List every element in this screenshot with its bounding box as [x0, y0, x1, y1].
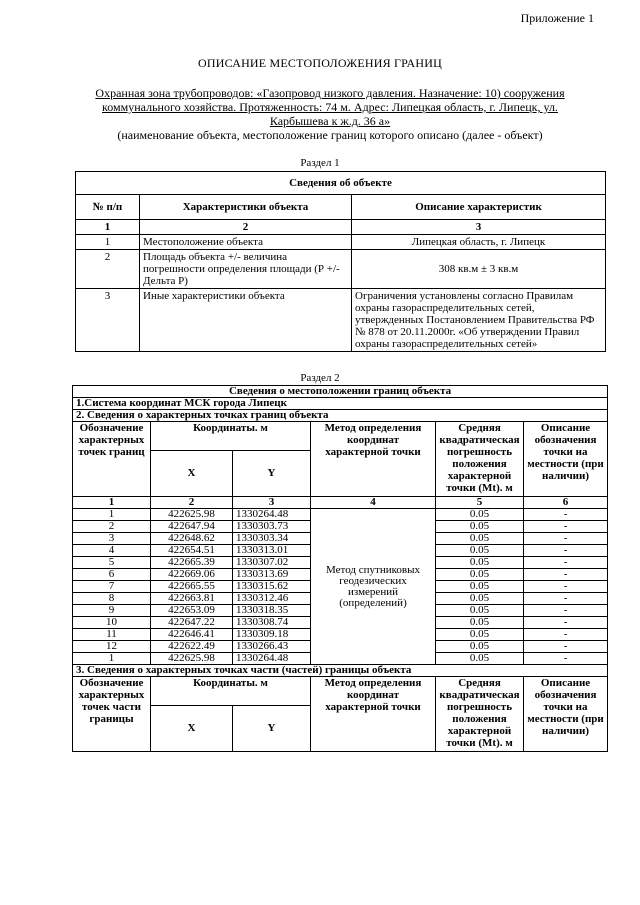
parts-title: 3. Сведения о характерных точках части (частей) границы объекта	[73, 665, 608, 677]
col-method-header: Метод определения координат характерной точки	[311, 677, 436, 752]
col-number: 5	[436, 497, 524, 509]
point-x: 422648.62	[151, 533, 233, 545]
point-error: 0.05	[436, 557, 524, 569]
table-row	[76, 235, 606, 250]
point-error: 0.05	[436, 617, 524, 629]
point-error: 0.05	[436, 593, 524, 605]
point-y: 1330307.02	[233, 557, 311, 569]
point-description: -	[524, 545, 608, 557]
point-error: 0.05	[436, 569, 524, 581]
point-y: 1330264.48	[233, 509, 311, 521]
point-error: 0.05	[436, 521, 524, 533]
point-x: 422625.98	[151, 653, 233, 665]
point-number: 10	[73, 617, 151, 629]
col-number: 3	[352, 220, 606, 235]
point-y: 1330266.43	[233, 641, 311, 653]
row-num: 3	[76, 289, 140, 352]
col-x-header: X	[151, 705, 233, 751]
point-x: 422625.98	[151, 509, 233, 521]
point-y: 1330315.62	[233, 581, 311, 593]
point-error: 0.05	[436, 533, 524, 545]
row-value: Липецкая область, г. Липецк	[352, 235, 606, 250]
section2-label: Раздел 2	[300, 372, 340, 384]
point-error: 0.05	[436, 653, 524, 665]
point-error: 0.05	[436, 641, 524, 653]
col-x-header: X	[151, 450, 233, 496]
point-y: 1330303.73	[233, 521, 311, 533]
col-number: 3	[233, 497, 311, 509]
point-description: -	[524, 617, 608, 629]
point-y: 1330312.46	[233, 593, 311, 605]
point-y: 1330264.48	[233, 653, 311, 665]
point-number: 7	[73, 581, 151, 593]
row-name: Площадь объекта +/- величина погрешности определения площади (Р +/- Дельта Р)	[140, 250, 352, 289]
col-coords-header: Координаты. м	[151, 422, 311, 451]
point-y: 1330308.74	[233, 617, 311, 629]
col-number: 4	[311, 497, 436, 509]
point-y: 1330313.69	[233, 569, 311, 581]
point-number: 11	[73, 629, 151, 641]
row-value: 308 кв.м ± 3 кв.м	[352, 250, 606, 289]
col-point-header: Обозначение характерных точек границ	[73, 422, 151, 497]
point-error: 0.05	[436, 509, 524, 521]
col-y-header: Y	[233, 450, 311, 496]
point-description: -	[524, 641, 608, 653]
col-point-part-header: Обозначение характерных точек части границы	[73, 677, 151, 752]
point-error: 0.05	[436, 581, 524, 593]
section1-label: Раздел 1	[300, 157, 340, 169]
point-y: 1330318.35	[233, 605, 311, 617]
point-y: 1330313.01	[233, 545, 311, 557]
method-cell: Метод спутниковых геодезических измерений (определений)	[311, 509, 436, 665]
col-desc-header: Описание обозначения точки на местности (при наличии)	[524, 422, 608, 497]
point-description: -	[524, 605, 608, 617]
point-x: 422646.41	[151, 629, 233, 641]
point-y: 1330303.34	[233, 533, 311, 545]
point-x: 422654.51	[151, 545, 233, 557]
object-caption: (наименование объекта, местоположение границ которого описано (далее - объект)	[117, 128, 543, 142]
col-error-header: Средняя квадратическая погрешность положения характерной точки (Mt). м	[436, 677, 524, 752]
row-name: Местоположение объекта	[140, 235, 352, 250]
point-number: 6	[73, 569, 151, 581]
point-description: -	[524, 569, 608, 581]
col-error-header: Средняя квадратическая погрешность положения характерной точки (Mt). м	[436, 422, 524, 497]
point-x: 422622.49	[151, 641, 233, 653]
point-number: 2	[73, 521, 151, 533]
point-x: 422663.81	[151, 593, 233, 605]
col-number: 1	[76, 220, 140, 235]
point-description: -	[524, 533, 608, 545]
points-title: 2. Сведения о характерных точках границ объекта	[73, 410, 608, 422]
point-number: 5	[73, 557, 151, 569]
point-number: 4	[73, 545, 151, 557]
point-description: -	[524, 557, 608, 569]
point-description: -	[524, 653, 608, 665]
col-y-header: Y	[233, 705, 311, 751]
row-value: Ограничения установлены согласно Правилам охраны газораспределительных сетей, утвержденных Постановлением Правительства РФ № 878 от 20.11.2000г. «Об утверждении Правил охраны газораспределительных сетей»	[352, 289, 606, 352]
point-description: -	[524, 521, 608, 533]
col-desc-header: Описание обозначения точки на местности (при наличии)	[524, 677, 608, 752]
header-characteristic: Характеристики объекта	[140, 195, 352, 220]
row-num: 2	[76, 250, 140, 289]
point-x: 422669.06	[151, 569, 233, 581]
point-x: 422653.09	[151, 605, 233, 617]
col-number: 2	[151, 497, 233, 509]
table-row	[76, 250, 606, 289]
point-number: 12	[73, 641, 151, 653]
header-description: Описание характеристик	[352, 195, 606, 220]
document-title: ОПИСАНИЕ МЕСТОПОЛОЖЕНИЯ ГРАНИЦ	[198, 56, 442, 70]
object-info-table	[75, 171, 606, 352]
row-name: Иные характеристики объекта	[140, 289, 352, 352]
point-number: 1	[73, 653, 151, 665]
point-number: 9	[73, 605, 151, 617]
col-number: 6	[524, 497, 608, 509]
point-x: 422665.39	[151, 557, 233, 569]
header-num: № п/п	[76, 195, 140, 220]
col-number: 2	[140, 220, 352, 235]
appendix-label: Приложение 1	[520, 11, 594, 25]
row-num: 1	[76, 235, 140, 250]
col-method-header: Метод определения координат характерной точки	[311, 422, 436, 497]
point-error: 0.05	[436, 605, 524, 617]
point-description: -	[524, 581, 608, 593]
point-error: 0.05	[436, 545, 524, 557]
point-y: 1330309.18	[233, 629, 311, 641]
section2-title: Сведения о местоположении границ объекта	[73, 386, 608, 398]
point-x: 422647.22	[151, 617, 233, 629]
point-number: 8	[73, 593, 151, 605]
coordinate-system: 1.Система координат МСК города Липецк	[73, 398, 608, 410]
point-error: 0.05	[436, 629, 524, 641]
col-number: 1	[73, 497, 151, 509]
table-row	[73, 509, 608, 521]
point-description: -	[524, 593, 608, 605]
point-x: 422665.55	[151, 581, 233, 593]
col-coords-header: Координаты. м	[151, 677, 311, 706]
point-description: -	[524, 509, 608, 521]
point-description: -	[524, 629, 608, 641]
section1-title: Сведения об объекте	[76, 172, 606, 195]
coordinates-table	[72, 385, 608, 752]
point-x: 422647.94	[151, 521, 233, 533]
table-row	[76, 289, 606, 352]
point-number: 3	[73, 533, 151, 545]
point-number: 1	[73, 509, 151, 521]
object-name: Охранная зона трубопроводов: «Газопровод низкого давления. Назначение: 10) сооружения коммунального хозяйства. Протяженность: 74 м. Адрес: Липецкая область, г. Липецк, ул. Карбышева к ж.д. 36 а»	[95, 86, 565, 128]
